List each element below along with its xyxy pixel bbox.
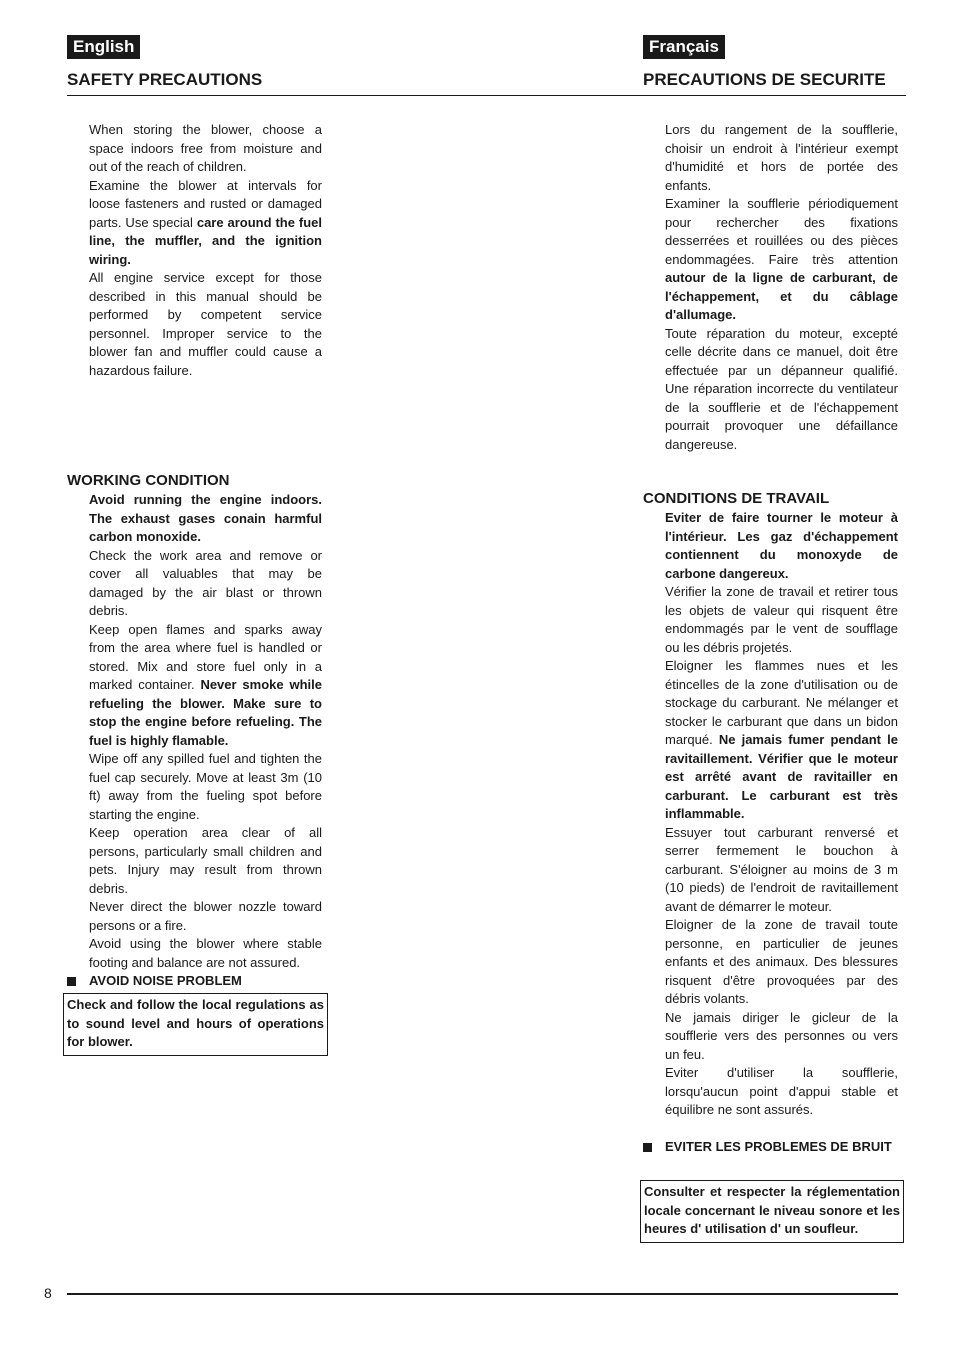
french-working-p1: Vérifier la zone de travail et retirer tous les objets de valeur qui risquent être endommagés par le vent de soufflage ou les débris projetés. bbox=[665, 584, 898, 655]
english-noise-section bbox=[67, 972, 327, 991]
footer-divider bbox=[67, 1293, 898, 1295]
english-working-section bbox=[67, 471, 327, 972]
english-working-p3: Wipe off any spilled fuel and tighten the fuel cap securely. Move at least 3m (10 ft) away from the fueling spot before starting the engine. bbox=[89, 751, 322, 822]
english-fuel-warning: Never smoke while refueling the blower. Make sure to stop the engine before refueling. The fuel is highly flamable. bbox=[89, 677, 322, 748]
english-inspection-paragraph: Examine the blower at intervals for loose fasteners and rusted or damaged parts. Use special care around the fuel line, the muffler, and the ignition wiring. bbox=[89, 177, 322, 267]
french-working-intro: Eviter de faire tourner le moteur à l'intérieur. Les gaz d'échappement contiennent du monoxyde de carbone dangereux. bbox=[665, 510, 898, 581]
english-storage-paragraph: When storing the blower, choose a space indoors free from moisture and out of the reach of children. bbox=[89, 122, 322, 174]
square-bullet-icon bbox=[643, 1143, 652, 1152]
section-title-french: PRECAUTIONS DE SECURITE bbox=[643, 70, 886, 89]
french-working-p6: Eviter d'utiliser la soufflerie, lorsqu'aucun point d'appui stable et équilibre ne sont assurés. bbox=[665, 1065, 898, 1117]
french-working-p3: Essuyer tout carburant renversé et serrer fermement le bouchon à carburant. S'éloigner au moins de 3 m (10 pieds) de l'endroit de ravitaillement avant de démarrer le moteur. bbox=[665, 824, 898, 914]
french-storage-paragraph: Lors du rangement de la soufflerie, choisir un endroit à l'intérieur exempt d'humidité et hors de portée des enfants. bbox=[665, 122, 898, 193]
french-noise-heading: EVITER LES PROBLEMES DE BRUIT bbox=[643, 1138, 899, 1157]
french-service-paragraph: Toute réparation du moteur, excepté celle décrite dans ce manuel, doit être effectuée par un dépanneur qualifié. Une réparation incorrecte du ventilateur de la soufflerie et de l'échappement pourrait provoquer une défaillance dangereuse. bbox=[665, 325, 898, 452]
english-working-intro: Avoid running the engine indoors. The exhaust gases conain harmful carbon monoxide. bbox=[89, 492, 322, 544]
french-working-p2: Eloigner les flammes nues et les étincelles de la zone d'utilisation ou de stockage du carburant. Ne mélanger et stocker le carburant que dans un bidon marqué. Ne jamais fumer pendant le ravitaillement. Vérifier que le moteur est arrêté avant de ravitailler en carburant. Le carburant est très inflammable. bbox=[665, 658, 898, 821]
language-tag-english: English bbox=[67, 35, 140, 59]
english-working-p5: Never direct the blower nozzle toward persons or a fire. bbox=[89, 899, 322, 933]
english-noise-notice-box: Check and follow the local regulations as to sound level and hours of operations for blower. bbox=[63, 993, 328, 1056]
french-inspection-paragraph: Examiner la soufflerie périodiquement pour rechercher des fixations desserrées et rouillées ou des pièces endommagées. Faire très attention autour de la ligne de carburant, de l'échappement, et du câblage d'allumage. bbox=[665, 196, 898, 322]
english-inspection-warning: care around the fuel line, the muffler, and the ignition wiring. bbox=[89, 214, 322, 267]
english-service-paragraph: All engine service except for those described in this manual should be performed by competent service personnel. Improper service to the blower fan and muffler could cause a hazardous failure. bbox=[89, 270, 322, 378]
french-fuel-warning: Ne jamais fumer pendant le ravitaillement. Vérifier que le moteur est arrêté avant de ravitailler en carburant. Le carburant est très inflammable. bbox=[665, 732, 898, 821]
english-storage-block bbox=[89, 121, 322, 380]
square-bullet-icon bbox=[67, 977, 76, 986]
page-number: 8 bbox=[44, 1285, 52, 1301]
english-noise-heading: AVOID NOISE PROBLEM bbox=[67, 972, 327, 991]
french-noise-notice-box: Consulter et respecter la réglementation locale concernant le niveau sonore et les heures d' utilisation d' un soufleur. bbox=[640, 1180, 904, 1243]
french-working-p5: Ne jamais diriger le gicleur de la soufflerie vers des personnes ou vers un feu. bbox=[665, 1009, 898, 1062]
english-working-p4: Keep operation area clear of all persons, particularly small children and pets. Injury may result from thrown debris. bbox=[89, 825, 322, 896]
french-working-heading: CONDITIONS DE TRAVAIL bbox=[643, 490, 830, 507]
english-working-heading: WORKING CONDITION bbox=[67, 472, 230, 489]
english-working-p2: Keep open flames and sparks away from the area where fuel is handled or stored. Mix and store fuel only in a marked container. Never smoke while refueling the blower. Make sure to stop the engine before refueling. The fuel is highly flamable. bbox=[89, 621, 322, 748]
english-working-p6: Avoid using the blower where stable footing and balance are not assured. bbox=[89, 936, 322, 970]
language-tag-french: Français bbox=[643, 35, 725, 59]
header-divider bbox=[67, 95, 906, 96]
french-storage-block bbox=[665, 121, 898, 454]
french-working-p4: Eloigner de la zone de travail toute personne, en particulier de jeunes enfants et des animaux. Des blessures risquent d'être provoquées par des débris volants. bbox=[665, 917, 898, 1006]
french-inspection-warning: autour de la ligne de carburant, de l'échappement, et du câblage d'allumage. bbox=[665, 270, 898, 322]
english-working-p1: Check the work area and remove or cover all valuables that may be damaged by the air blast or thrown debris. bbox=[89, 547, 322, 618]
section-title-english: SAFETY PRECAUTIONS bbox=[67, 70, 263, 89]
french-working-section bbox=[643, 489, 903, 1120]
french-noise-section bbox=[643, 1138, 899, 1157]
